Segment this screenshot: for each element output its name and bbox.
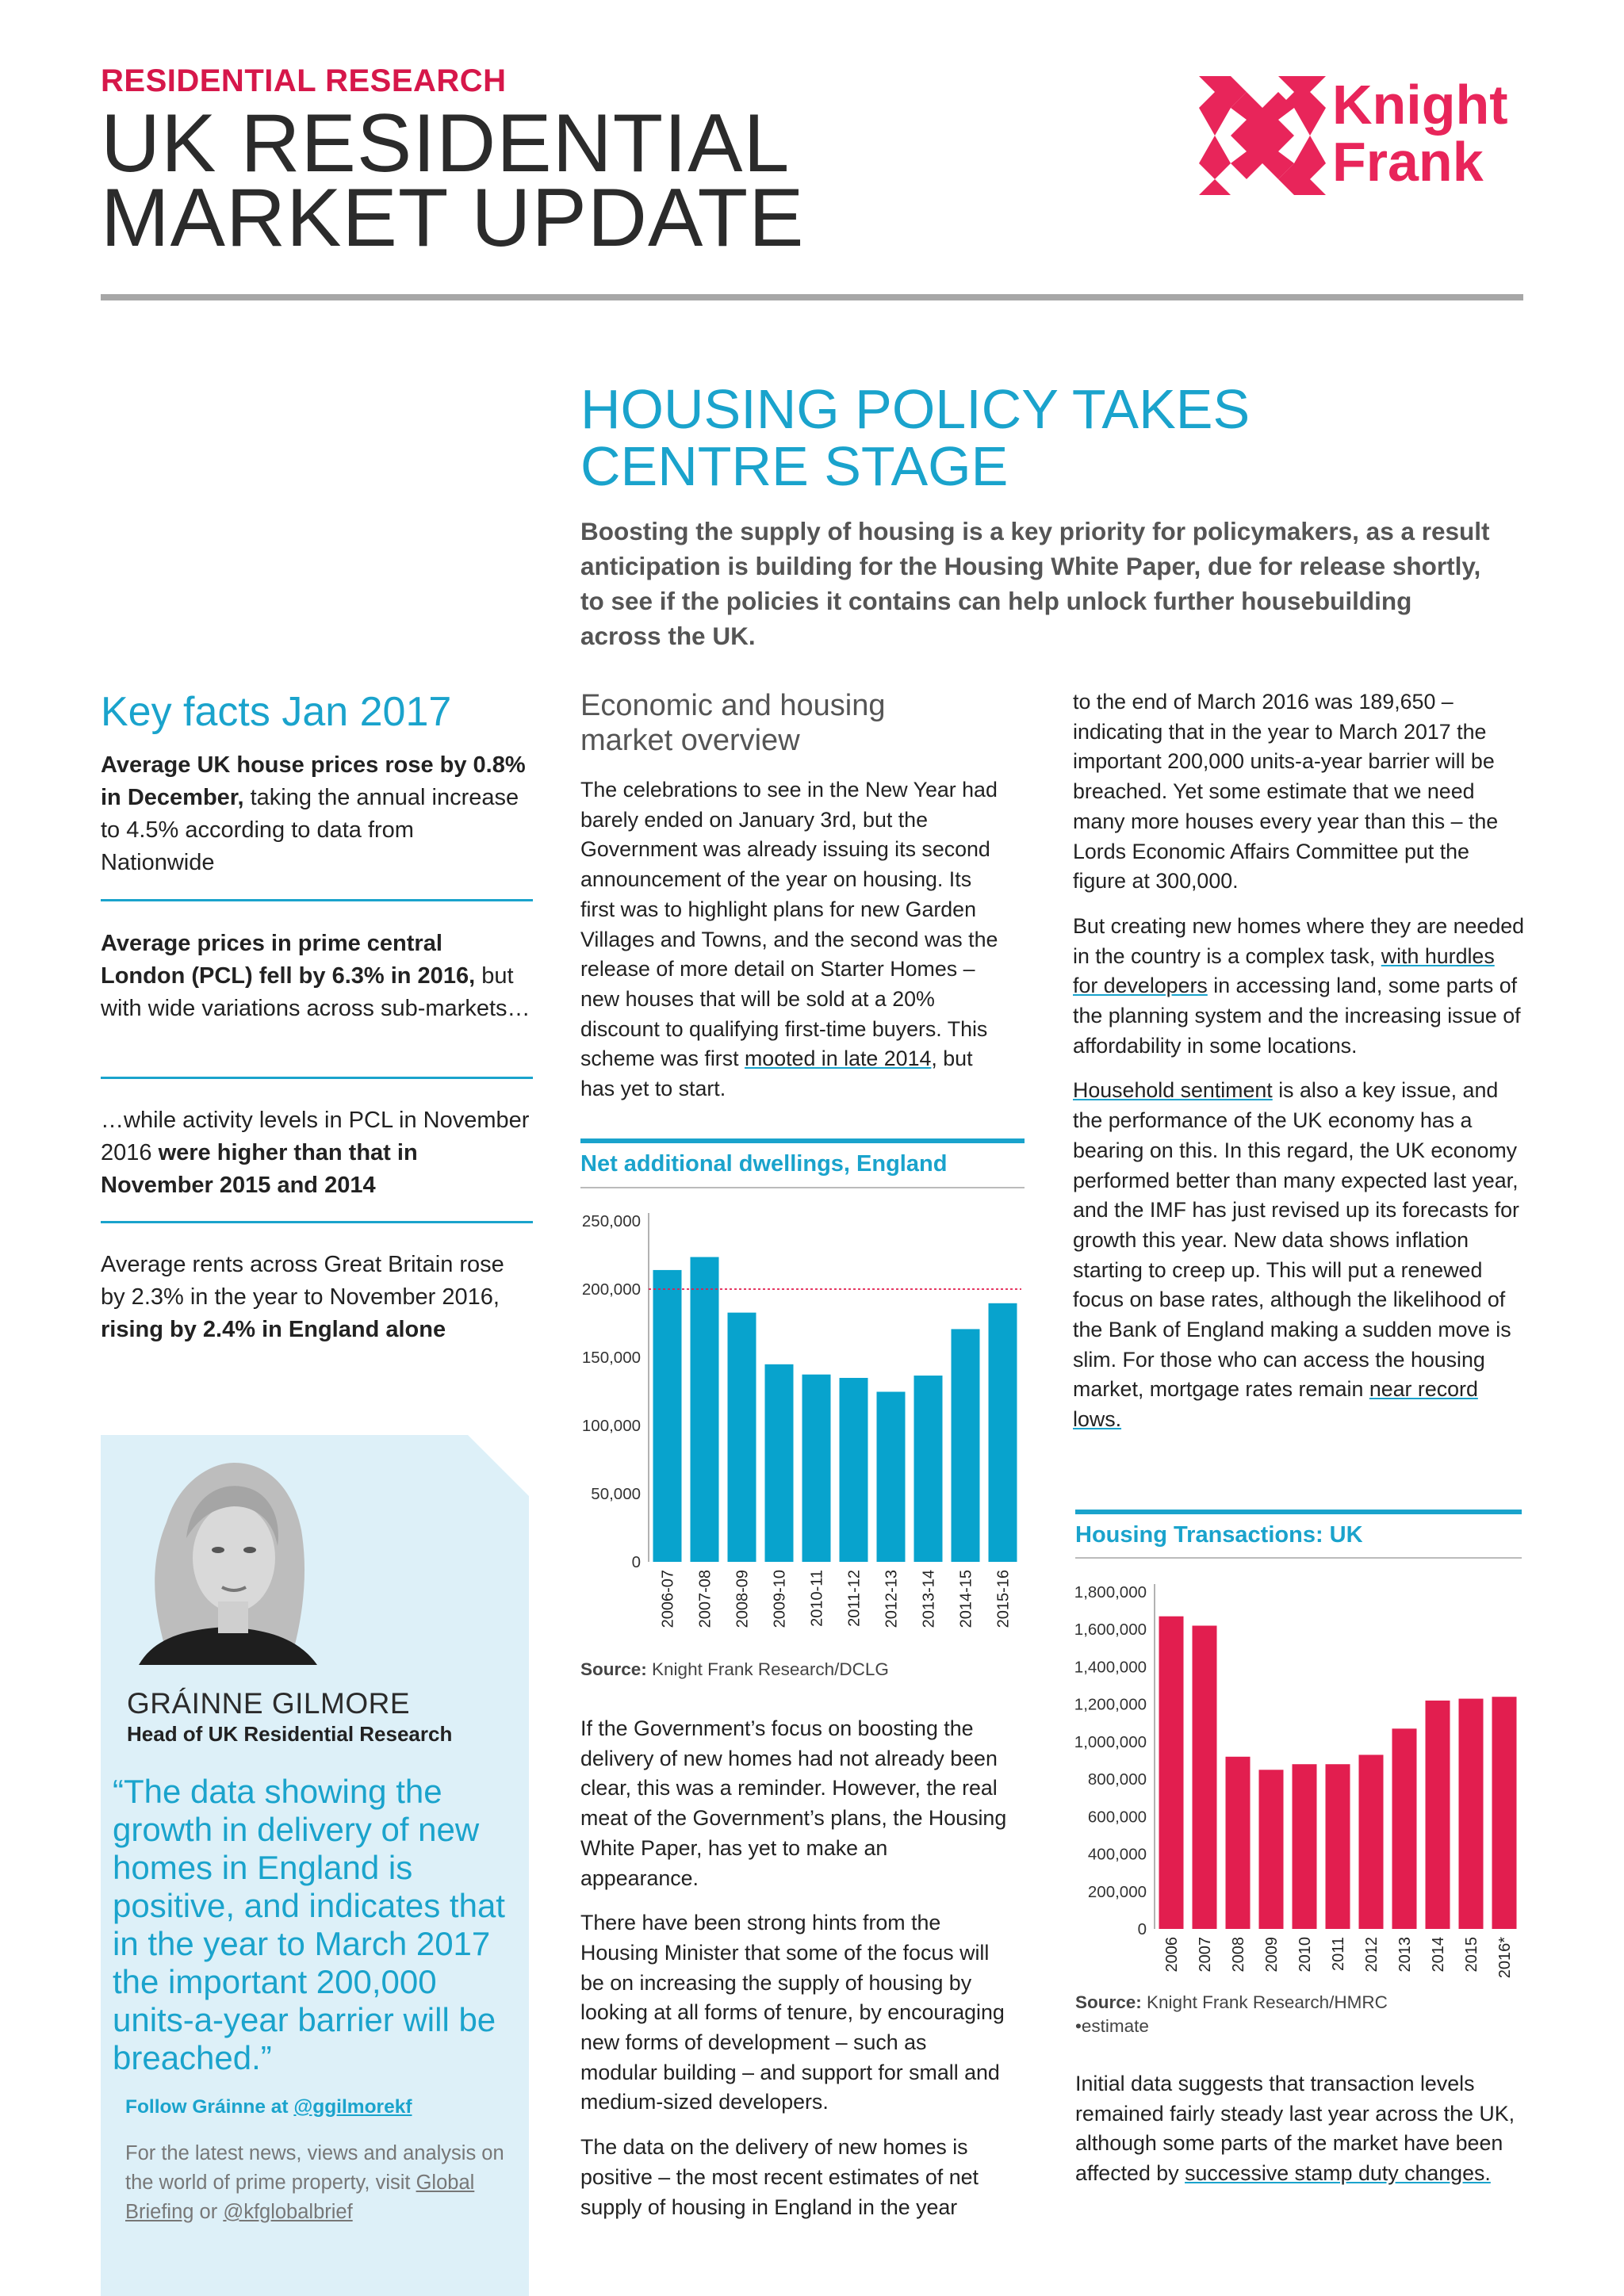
global-briefing-link[interactable]: Global Briefing — [125, 2172, 475, 2223]
key-fact-4-bold: rising by 2.4% in England alone — [101, 1317, 446, 1342]
y-tick-label: 800,000 — [1087, 1770, 1147, 1789]
source-text: Knight Frank Research/DCLG — [646, 1659, 889, 1679]
x-tick-label: 2007 — [1197, 1937, 1214, 1973]
paragraph — [1073, 912, 1525, 1062]
latest-news-note — [125, 2139, 522, 2227]
x-tick-label: 2012-13 — [883, 1570, 901, 1628]
bar-2011 — [1326, 1764, 1350, 1929]
chart2-estimate-note: •estimate — [1075, 2016, 1149, 2036]
key-fact-2-text: but with wide variations across sub-markets… — [101, 963, 530, 1021]
key-fact-3 — [101, 1104, 533, 1202]
net-dwellings-chart — [580, 1205, 1025, 1657]
paragraph-text: But creating new homes where they are needed in the country is a complex task, — [1073, 913, 1525, 968]
bar-2011-12 — [840, 1378, 868, 1562]
bar-2008 — [1226, 1757, 1251, 1929]
bar-2014-15 — [952, 1329, 980, 1562]
logo-word-frank: Frank — [1332, 131, 1484, 193]
bar-2016* — [1492, 1697, 1517, 1929]
x-tick-label: 2010 — [1297, 1937, 1314, 1973]
article-headline — [580, 378, 1251, 497]
bar-2015 — [1459, 1699, 1484, 1929]
y-tick-label: 0 — [1137, 1920, 1147, 1938]
bar-2006 — [1159, 1617, 1184, 1929]
source-label: Source: — [580, 1659, 647, 1679]
bar-2010 — [1293, 1764, 1317, 1929]
y-tick-label: 600,000 — [1087, 1808, 1147, 1827]
x-tick-label: 2016* — [1496, 1937, 1514, 1978]
x-tick-label: 2014-15 — [957, 1570, 975, 1628]
y-tick-label: 250,000 — [581, 1212, 641, 1230]
paragraph-text: The celebrations to see in the New Year had barely ended on January 3rd, but the Government was already issuing its second announcement of the year on housing. Its first was to highlight plans for new Garden Villages and Towns, and the second was the release of more detail on Starter Homes – new houses that will be sold at a 20% discount to qualifying first-time buyers. This scheme was first — [580, 778, 998, 1071]
x-tick-label: 2015-16 — [994, 1570, 1013, 1628]
bar-2008-09 — [728, 1313, 756, 1562]
section-heading — [580, 688, 885, 758]
x-tick-label: 2008 — [1230, 1937, 1247, 1973]
report-title-line1: UK RESIDENTIAL — [101, 98, 791, 189]
chart2-title-rule — [1075, 1557, 1522, 1559]
hurdles-link[interactable]: with hurdles for developers — [1073, 943, 1495, 998]
paragraph: to the end of March 2016 was 189,650 – indicating that in the year to March 2017 the important 200,000 units-a-year barrier will be breached. Yet some estimate that we need many more houses every year than this – the Lords Economic Affairs Committee put the figure at 300,000. — [1073, 690, 1499, 894]
bar-2007-08 — [691, 1257, 719, 1562]
y-tick-label: 1,600,000 — [1074, 1621, 1147, 1640]
paragraph — [1073, 1076, 1525, 1434]
follow-text: Follow Gráinne at — [125, 2096, 294, 2118]
key-fact-1-bold: Average UK house prices rose by 0.8% in December, — [101, 752, 526, 810]
knight-frank-logo-text — [1332, 74, 1508, 193]
key-fact-4 — [101, 1249, 533, 1346]
column1-intro — [580, 775, 1009, 1119]
chart1-title-rule — [580, 1187, 1025, 1188]
x-tick-label: 2014 — [1430, 1937, 1447, 1973]
key-fact-divider — [101, 1077, 533, 1079]
paragraph — [1075, 2069, 1527, 2189]
author-portrait — [123, 1451, 329, 1665]
x-tick-label: 2006-07 — [659, 1570, 677, 1628]
bar-2006-07 — [653, 1270, 682, 1562]
source-text: Knight Frank Research/HMRC — [1141, 1992, 1388, 2012]
section-heading-line2: market overview — [580, 724, 800, 757]
key-fact-3-text: …while activity levels in PCL in November 2016 — [101, 1108, 530, 1165]
y-tick-label: 1,000,000 — [1074, 1732, 1147, 1751]
bar-2009 — [1259, 1770, 1284, 1929]
knight-frank-logo-mark — [1199, 76, 1326, 195]
bar-2012-13 — [877, 1391, 906, 1562]
x-tick-label: 2012 — [1363, 1937, 1381, 1973]
paragraph: If the Government’s focus on boosting the delivery of new homes had not already been clear, this was a reminder. However, the real meat of the Government’s plans, the Housing White Paper, has yet to make an appearance. — [580, 1716, 1007, 1890]
author-name: GRÁINNE GILMORE — [127, 1687, 410, 1720]
housing-transactions-chart — [1063, 1574, 1522, 1978]
x-tick-label: 2009 — [1263, 1937, 1281, 1973]
paragraph-text: is also a key issue, and the performance of the UK economy has a bearing on this. In this regard, the UK economy performed better than many expected last year, and the IMF has just revised up its forecasts for growth this year. New data shows inflation starting to creep up. This will put a renewed focus on base rates, although the likelihood of the Bank of England making a sudden move is slim. For those who can access the housing market, mortgage rates remain — [1073, 1078, 1519, 1402]
latest-or: or — [193, 2201, 224, 2223]
chart1-title: Net additional dwellings, England — [580, 1151, 948, 1177]
author-role: Head of UK Residential Research — [127, 1722, 453, 1746]
key-facts-title: Key facts Jan 2017 — [101, 689, 452, 735]
key-fact-4-text: Average rents across Great Britain rose by 2.3% in the year to November 2016, — [101, 1252, 504, 1310]
x-tick-label: 2011 — [1330, 1937, 1347, 1972]
record-lows-link[interactable]: near record lows. — [1073, 1377, 1478, 1432]
bar-2014 — [1426, 1701, 1450, 1929]
author-quote: “The data showing the growth in delivery of new homes in England is positive, and indicates that in the year to March 2017 the important 200,000 units-a-year barrier will be breached.” — [113, 1773, 505, 2076]
bar-2015-16 — [989, 1303, 1017, 1562]
bar-2012 — [1359, 1755, 1384, 1929]
x-tick-label: 2010-11 — [808, 1570, 826, 1627]
y-tick-label: 1,400,000 — [1074, 1658, 1147, 1677]
y-tick-label: 1,200,000 — [1074, 1695, 1147, 1714]
bar-2007 — [1193, 1626, 1217, 1930]
key-fact-3-bold: were higher than that in November 2015 and 2014 — [101, 1140, 418, 1198]
bar-2009-10 — [765, 1364, 794, 1562]
x-tick-label: 2006 — [1163, 1937, 1181, 1973]
sidebar-corner-fold — [468, 1435, 530, 1497]
header-divider — [101, 294, 1523, 300]
x-tick-label: 2009-10 — [771, 1570, 789, 1628]
article-standfirst: Boosting the supply of housing is a key priority for policymakers, as a result anticipation is building for the Housing White Paper, due for release shortly, to see if the policies it contains can help unlock further housebuilding across the UK. — [580, 517, 1490, 650]
chart2-source — [1075, 1992, 1388, 2013]
report-title-line2: MARKET UPDATE — [101, 172, 805, 264]
x-tick-label: 2007-08 — [696, 1570, 714, 1628]
logo-word-knight: Knight — [1332, 74, 1508, 136]
kfglobalbrief-link[interactable]: @kfglobalbrief — [223, 2201, 353, 2223]
twitter-handle-link[interactable]: @ggilmorekf — [293, 2096, 412, 2118]
bar-2010-11 — [802, 1375, 831, 1562]
chart1-source — [580, 1659, 889, 1680]
key-fact-1-text: taking the annual increase to 4.5% according to data from Nationwide — [101, 785, 519, 875]
bar-2013 — [1392, 1728, 1417, 1929]
report-kicker: RESIDENTIAL RESEARCH — [101, 63, 507, 98]
x-tick-label: 2013-14 — [920, 1570, 938, 1628]
column1-continued — [580, 1714, 1009, 2237]
paragraph-text: in accessing land, some parts of the planning system and the increasing issue of affordability in some locations. — [1073, 974, 1521, 1058]
latest-news-text: For the latest news, views and analysis on the world of prime property, visit — [125, 2142, 504, 2194]
column2-closing — [1075, 2069, 1527, 2204]
y-tick-label: 1,800,000 — [1074, 1583, 1147, 1601]
key-fact-1 — [101, 749, 533, 879]
headline-line2: CENTRE STAGE — [580, 435, 1009, 497]
chart1-top-rule — [580, 1138, 1025, 1143]
key-fact-divider — [101, 1221, 533, 1223]
y-tick-label: 150,000 — [581, 1349, 641, 1367]
headline-line1: HOUSING POLICY TAKES — [580, 378, 1251, 440]
y-tick-label: 400,000 — [1087, 1845, 1147, 1864]
key-fact-2 — [101, 928, 533, 1025]
paragraph — [580, 775, 1009, 1104]
paragraph: The data on the delivery of new homes is positive – the most recent estimates of net supply of housing in England in the year — [580, 2135, 979, 2219]
key-fact-2-bold: Average prices in prime central London (PCL) fell by 6.3% in 2016, — [101, 931, 476, 989]
x-tick-label: 2013 — [1396, 1937, 1414, 1973]
x-tick-label: 2015 — [1463, 1937, 1480, 1973]
column2-text — [1073, 687, 1525, 1450]
x-tick-label: 2011-12 — [845, 1570, 864, 1627]
x-tick-label: 2008-09 — [733, 1570, 752, 1628]
chart2-top-rule — [1075, 1510, 1522, 1514]
mooted-link[interactable]: mooted in late 2014 — [744, 1047, 932, 1071]
y-tick-label: 200,000 — [581, 1280, 641, 1299]
y-tick-label: 0 — [631, 1553, 641, 1571]
key-fact-divider — [101, 899, 533, 901]
stamp-duty-link[interactable]: successive stamp duty changes. — [1185, 2161, 1491, 2186]
follow-line — [125, 2096, 412, 2118]
report-title — [101, 98, 805, 264]
chart2-title: Housing Transactions: UK — [1075, 1522, 1363, 1548]
y-tick-label: 100,000 — [581, 1417, 641, 1435]
paragraph-text: , but has yet to start. — [580, 1047, 973, 1101]
paragraph: There have been strong hints from the Housing Minister that some of the focus will be on increasing the supply of housing by looking at all forms of tenure, by encouraging new forms of development – such as modular building – and support for small and medium-sized developers. — [580, 1911, 1005, 2114]
y-tick-label: 200,000 — [1087, 1882, 1147, 1901]
bar-2013-14 — [914, 1376, 943, 1562]
household-sentiment-link[interactable]: Household sentiment — [1073, 1078, 1273, 1103]
y-tick-label: 50,000 — [591, 1485, 641, 1503]
paragraph-text: Initial data suggests that transaction levels remained fairly steady last year across the UK, although some parts of the market have been affected by — [1075, 2072, 1515, 2186]
source-label: Source: — [1075, 1992, 1142, 2012]
section-heading-line1: Economic and housing — [580, 689, 886, 722]
